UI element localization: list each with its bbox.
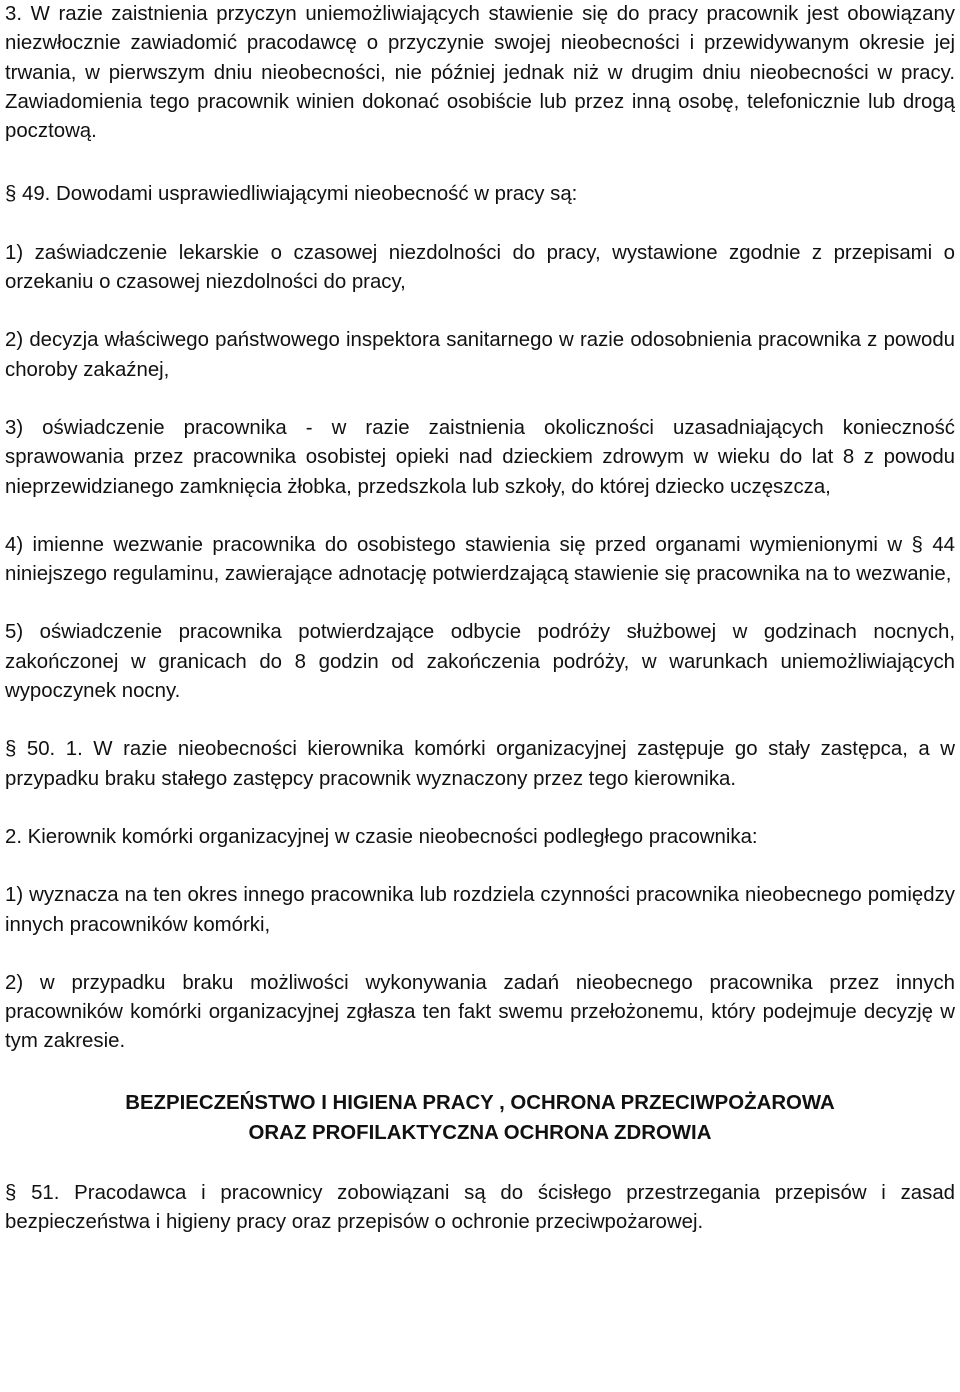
section-49-item-1: 1) zaświadczenie lekarskie o czasowej niezdolności do pracy, wystawione zgodnie z przepisami o orzekaniu o czasowej niezdolności do pracy,: [5, 241, 955, 294]
section-49-item-5: 5) oświadczenie pracownika potwierdzające odbycie podróży służbowej w godzinach nocnych, zakończonej w granicach do 8 godzin od zakończenia podróży, w warunkach uniemożliwiających wypoczynek nocny.: [5, 621, 955, 703]
section-50-point-2: 2. Kierownik komórki organizacyjnej w czasie nieobecności podległego pracownika:: [5, 825, 758, 848]
section-50-point-1: § 50. 1. W razie nieobecności kierownika komórki organizacyjnej zastępuje go stały zastępca, a w przypadku braku stałego zastępcy pracownik wyznaczony przez tego kierownika.: [5, 738, 955, 790]
section-heading-line-2: ORAZ PROFILAKTYCZNA OCHRONA ZDROWIA: [248, 1121, 712, 1144]
section-50-point-2-item-2: 2) w przypadku braku możliwości wykonywania zadań nieobecnego pracownika przez innych pracowników komórki organizacyjnej zgłasza ten fakt swemu przełożonemu, który podejmuje decyzję w tym zakresie.: [5, 971, 955, 1053]
section-49-item-2: 2) decyzja właściwego państwowego inspektora sanitarnego w razie odosobnienia pracownika z powodu choroby zakaźnej,: [5, 329, 955, 381]
paragraph-3: 3. W razie zaistnienia przyczyn uniemożliwiających stawienie się do pracy pracownik jest obowiązany niezwłocznie zawiadomić pracodawcę o przyczynie swojej nieobecności i przewidywanym okresie jej trwania, w pierwszym dniu nieobecności, nie później jednak niż w drugim dniu nieobecności w pracy. Zawiadomienia tego pracownik winien dokonać osobiście lub przez inną osobę, telefonicznie lub drogą pocztową.: [5, 3, 955, 143]
section-51: § 51. Pracodawca i pracownicy zobowiązani są do ścisłego przestrzegania przepisów i zasad bezpieczeństwa i higieny pracy oraz przepisów o ochronie przeciwpożarowej.: [5, 1181, 955, 1234]
section-49-intro: § 49. Dowodami usprawiedliwiającymi nieobecność w pracy są:: [5, 183, 578, 206]
document-page: [5, 0, 955, 1237]
section-49-item-4: 4) imienne wezwanie pracownika do osobistego stawienia się przed organami wymienionymi w § 44 niniejszego regulaminu, zawierające adnotację potwierdzającą stawienie się pracownika na to wezwanie,: [5, 533, 955, 586]
section-49-item-3: 3) oświadczenie pracownika - w razie zaistnienia okoliczności uzasadniających konieczność sprawowania przez pracownika osobistej opieki nad dzieckiem zdrowym w wieku do lat 8 z powodu nieprzewidzianego zamknięcia żłobka, przedszkola lub szkoły, do której dziecko uczęszcza,: [5, 416, 955, 498]
section-heading-line-1: BEZPIECZEŃSTWO I HIGIENA PRACY , OCHRONA PRZECIWPOŻAROWA: [125, 1091, 835, 1114]
section-50-point-2-item-1: 1) wyznacza na ten okres innego pracownika lub rozdziela czynności pracownika nieobecnego pomiędzy innych pracowników komórki,: [5, 884, 955, 936]
